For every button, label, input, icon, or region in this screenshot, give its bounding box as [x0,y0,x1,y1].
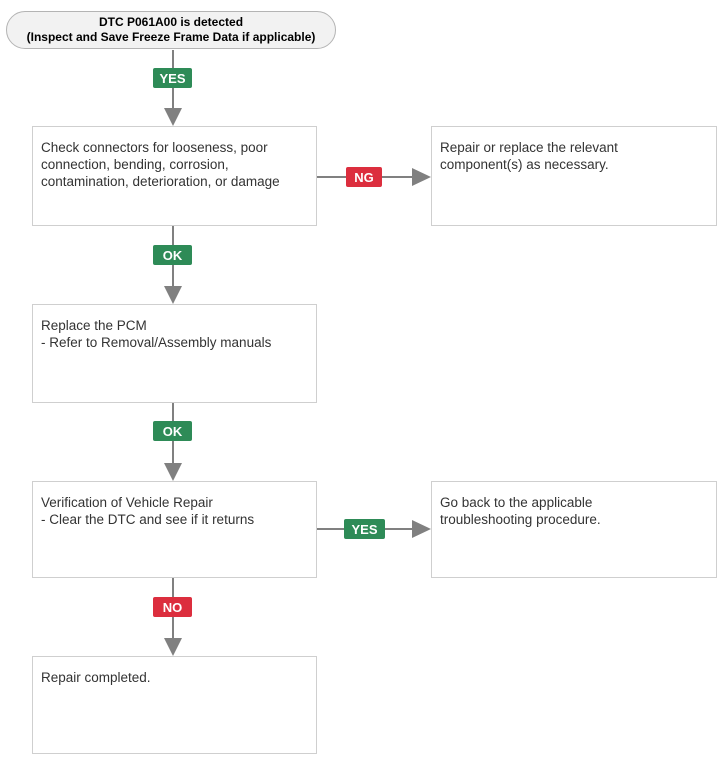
step-text-line: Verification of Vehicle Repair [41,495,213,510]
step-text-line: Check connectors for looseness, poor [41,140,268,155]
start-terminal [6,11,336,49]
step-text-line: Repair completed. [41,670,151,685]
step-text-line: troubleshooting procedure. [440,512,601,527]
arrowhead-down [164,286,182,304]
step-text-line: - Clear the DTC and see if it returns [41,512,255,527]
step-text-line: Replace the PCM [41,318,147,333]
no-label: NO [153,597,192,617]
arrowhead-right [412,520,431,538]
arrowhead-right [412,168,431,186]
step-text-line: component(s) as necessary. [440,157,609,172]
ok-label: OK [153,421,192,441]
ng-label: NG [346,167,382,187]
step-text-line: - Refer to Removal/Assembly manuals [41,335,272,350]
step-text-line: contamination, deterioration, or damage [41,174,280,189]
step-repair-component [431,126,717,226]
step-text-line: connection, bending, corrosion, [41,157,229,172]
ok-label: OK [153,245,192,265]
step-replace-pcm [32,304,317,403]
step-repair-completed [32,656,317,754]
arrowhead-down [164,638,182,656]
arrowhead-down [164,108,182,126]
step-check-connectors [32,126,317,226]
start-subtitle: (Inspect and Save Freeze Frame Data if applicable) [26,30,316,44]
step-go-back [431,481,717,578]
step-verification [32,481,317,578]
start-title: DTC P061A00 is detected [98,15,244,29]
yes-label: YES [153,68,192,88]
step-text-line: Repair or replace the relevant [440,140,618,155]
yes-label: YES [344,519,385,539]
step-text-line: Go back to the applicable [440,495,593,510]
arrowhead-down [164,463,182,481]
